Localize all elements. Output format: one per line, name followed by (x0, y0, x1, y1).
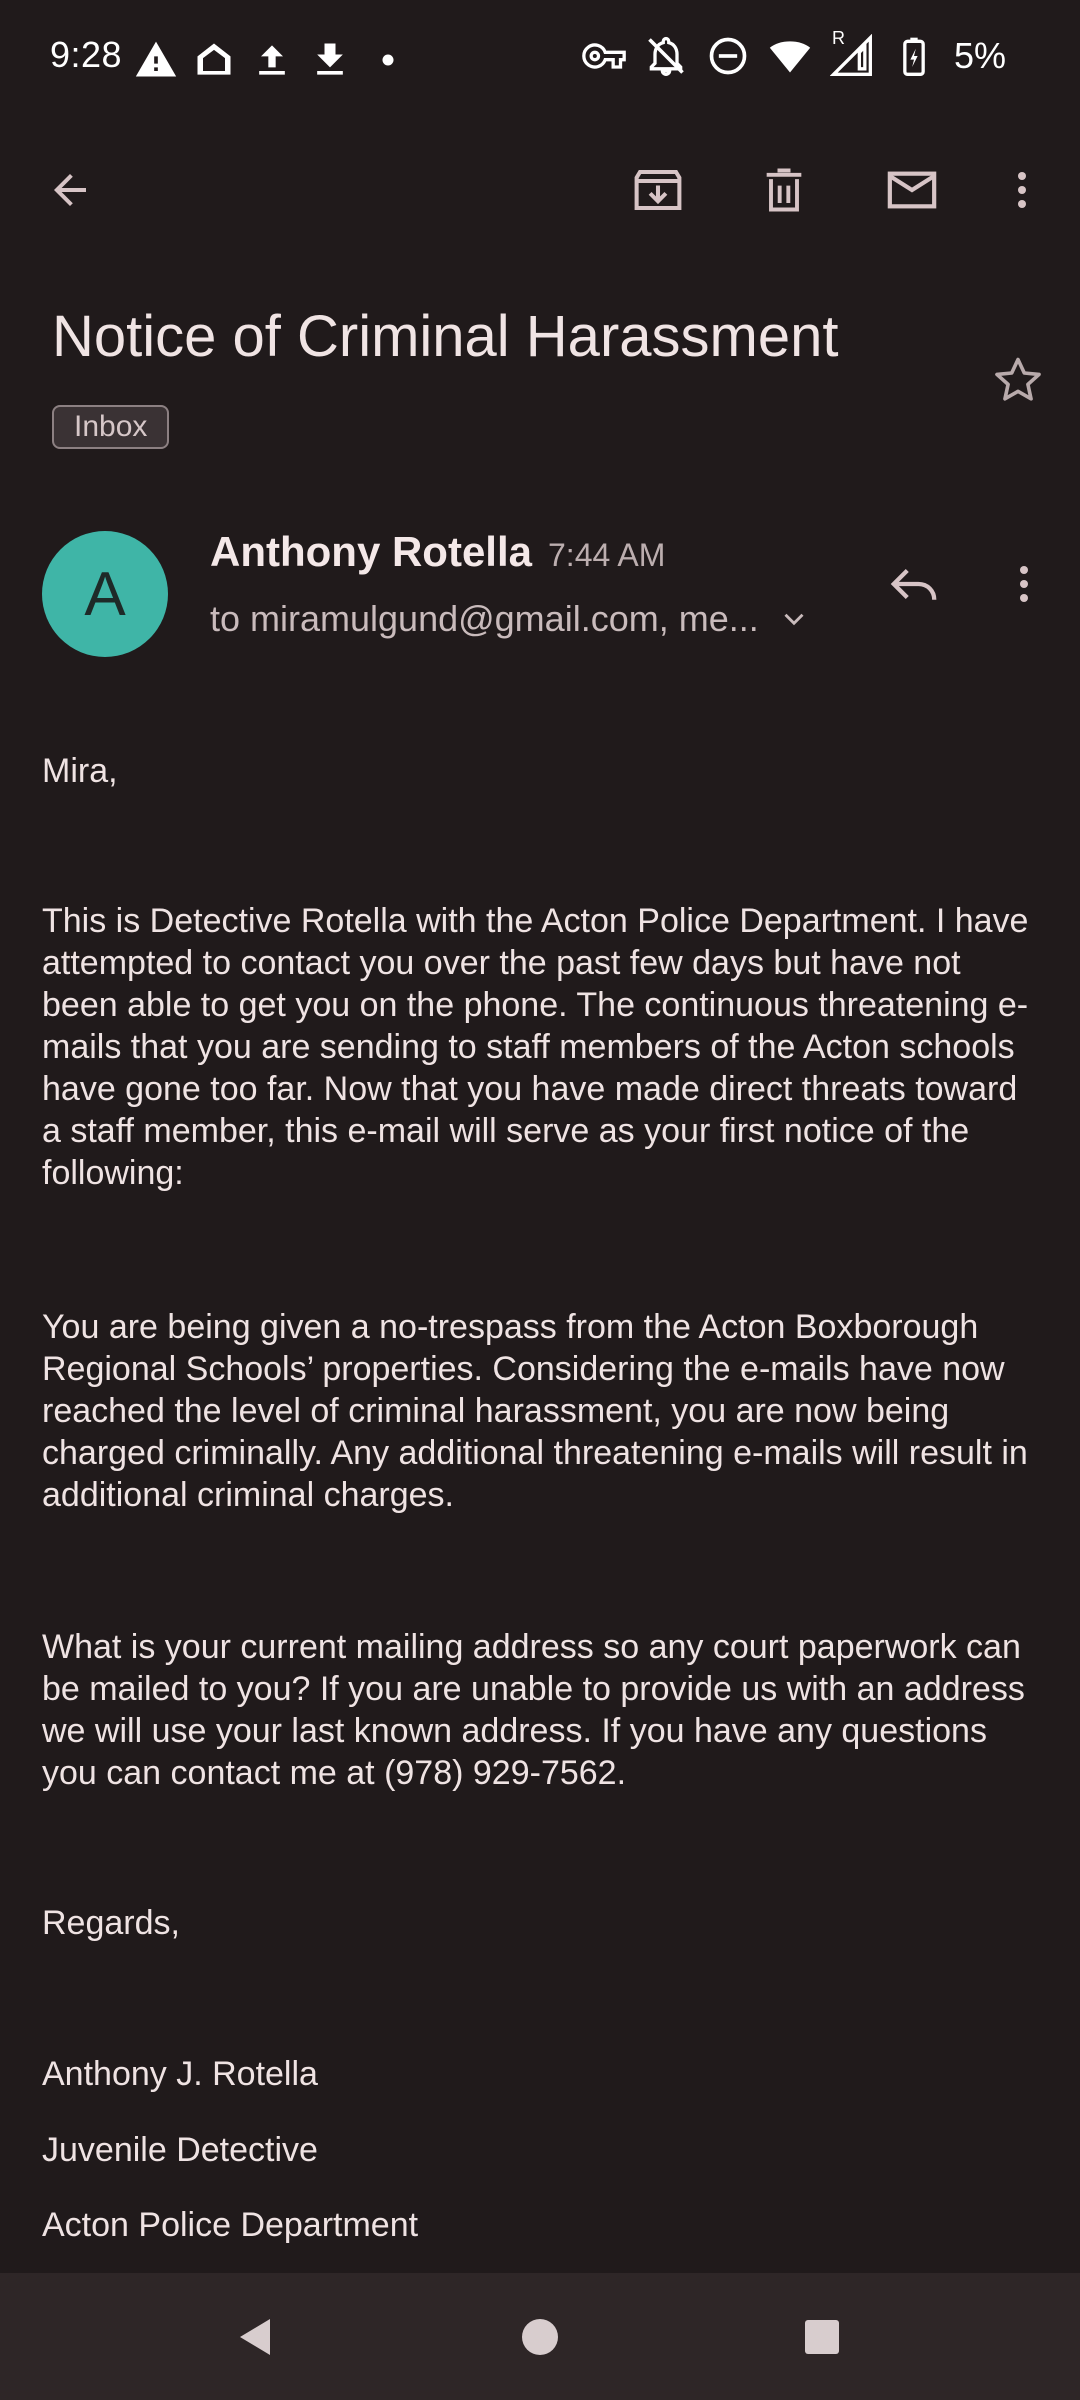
status-bar (0, 0, 1080, 118)
notifications-off-icon (644, 34, 688, 78)
sender-avatar[interactable]: A (42, 531, 168, 657)
battery-percentage: 5% (953, 35, 1006, 76)
sender-line (210, 528, 665, 576)
recipients-text: to miramulgund@gmail.com, me... (210, 598, 759, 639)
sent-time: 7:44 AM (548, 537, 666, 573)
warning-icon (134, 38, 178, 82)
inbox-label-chip[interactable]: Inbox (52, 405, 169, 449)
top-app-bar (0, 150, 1080, 250)
delete-button[interactable] (744, 150, 824, 230)
reply-icon (887, 557, 941, 611)
nav-home-button[interactable] (498, 2295, 582, 2379)
archive-button[interactable] (618, 150, 698, 230)
mark-unread-button[interactable] (872, 150, 952, 230)
nav-recents-icon (798, 2313, 846, 2361)
email-subject: Notice of Criminal Harassment (52, 304, 839, 369)
status-time: 9:28 (50, 34, 123, 75)
dot-icon (366, 38, 410, 82)
more-vert-icon (1000, 560, 1048, 608)
do-not-disturb-icon (706, 34, 750, 78)
star-button[interactable] (978, 340, 1058, 420)
recipient-details-toggle[interactable] (210, 598, 811, 640)
greeting: Mira, (42, 752, 118, 790)
status-system-icons (582, 28, 1006, 78)
home-outline-icon (192, 38, 236, 82)
signature-title: Juvenile Detective (42, 2131, 318, 2169)
body-paragraph-1: This is Detective Rotella with the Acton Police Department. I have attempted to contact you over the past few days but have not been able to get you on the phone. The continuous threatening e-mails that you are sending to staff members of the Acton schools have gone too far. Now that you have made direct threats toward a staff member, this e-mail will serve as your first notice of the following: (42, 902, 1029, 1192)
roaming-mark: R (831, 28, 845, 48)
nav-back-icon (232, 2313, 280, 2361)
reply-button[interactable] (874, 544, 954, 624)
wifi-icon (768, 34, 812, 78)
signal-roaming-icon (830, 28, 874, 78)
body-paragraph-3: What is your current mailing address so any court paperwork can be mailed to you? If you are unable to provide us with an address we will use your last known address. If you have any questions you can contact me at (978) 929-7562. (42, 1628, 1025, 1792)
message-more-button[interactable] (984, 544, 1064, 624)
closing: Regards, (42, 1904, 180, 1942)
more-vert-icon (998, 166, 1046, 214)
upload-icon (250, 38, 294, 82)
nav-recents-button[interactable] (780, 2295, 864, 2379)
signature-name: Anthony J. Rotella (42, 2055, 318, 2093)
star-outline-icon (989, 351, 1047, 409)
chevron-down-icon (777, 602, 811, 636)
delete-icon (758, 164, 810, 216)
arrow-back-icon (46, 166, 94, 214)
signature-org: Acton Police Department (42, 2206, 419, 2244)
battery-charging-icon (892, 34, 936, 78)
back-button[interactable] (30, 150, 110, 230)
nav-home-icon (516, 2313, 564, 2361)
nav-back-button[interactable] (214, 2295, 298, 2379)
system-navigation-bar (0, 2273, 1080, 2400)
mail-icon (884, 162, 940, 218)
vpn-key-icon (582, 34, 626, 78)
more-options-button[interactable] (982, 150, 1062, 230)
archive-icon (631, 163, 685, 217)
download-icon (308, 38, 352, 82)
body-paragraph-2: You are being given a no-trespass from the Acton Boxborough Regional Schools’ properties. Considering the e-mails have now reached the level of criminal harassment, you are now being charged criminally. Any additional threatening e-mails will result in additional criminal charges. (42, 1308, 1028, 1514)
status-notification-icons (134, 38, 410, 82)
sender-name: Anthony Rotella (210, 528, 532, 575)
